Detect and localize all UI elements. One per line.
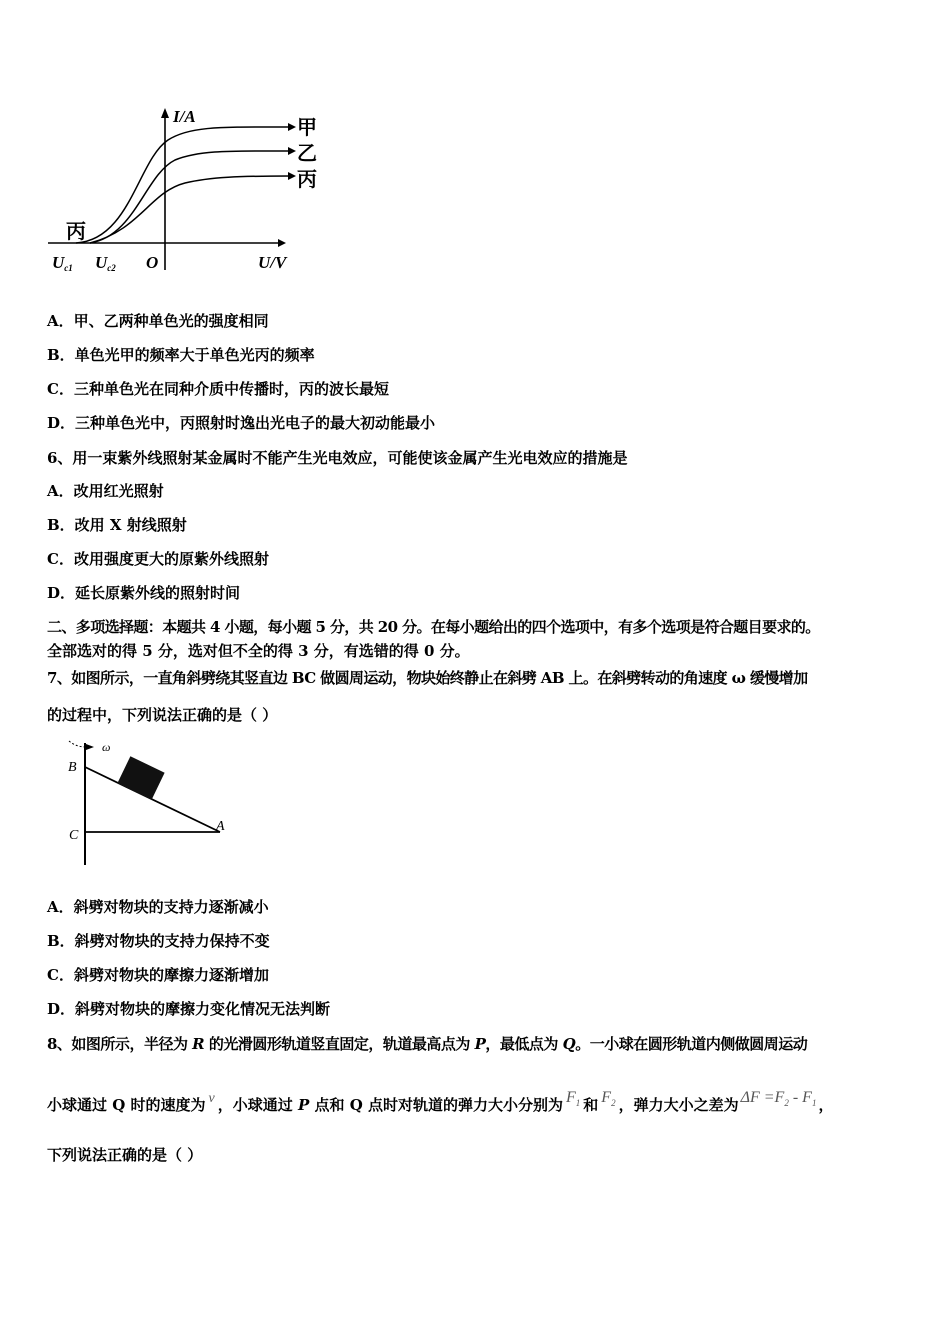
q8-stem-line2: 小球通过 Q 时的速度为 v ，小球通过 P 点和 Q 点时对轨道的弹力大小分别为 $F_1$ 和 $F_2$ ，弹力大小之差为 $\Delta F =F_2 - F_1$ ，	[47, 1089, 834, 1114]
f2-symbol: $F_2$	[601, 1089, 616, 1109]
curve-label-jia: 甲	[297, 115, 317, 139]
photoelectric-iu-graph	[40, 100, 320, 280]
q5-option-b: B．单色光甲的频率大于单色光丙的频率	[47, 346, 315, 364]
section2-line2: 全部选对的得 5 分，选对但不全的得 3 分，有选错的得 0 分。	[47, 642, 470, 660]
omega-arc	[69, 741, 86, 747]
q6-stem: 6、用一束紫外线照射某金属时不能产生光电效应，可能使该金属产生光电效应的措施是	[47, 449, 628, 467]
omega-arrow	[86, 744, 94, 750]
delta-f-formula: $\Delta F =F_2 - F_1$	[740, 1089, 817, 1109]
uc1-label: Uc1	[52, 253, 73, 273]
curve-bing-arrow	[288, 172, 296, 180]
omega-label: ω	[102, 740, 111, 754]
q7-stem-line2: 的过程中，下列说法正确的是（ ）	[47, 706, 278, 724]
curve-bing	[90, 176, 290, 243]
curve-jia	[76, 127, 290, 243]
q6-option-b: B．改用 X 射线照射	[47, 516, 187, 534]
q7-option-a: A．斜劈对物块的支持力逐渐减小	[47, 898, 269, 916]
uc2-label: Uc2	[95, 253, 116, 273]
y-axis-arrow	[161, 108, 169, 118]
q7-option-b: B．斜劈对物块的支持力保持不变	[47, 932, 270, 950]
q7-option-c: C．斜劈对物块的摩擦力逐渐增加	[47, 966, 269, 984]
wedge-figure	[60, 735, 240, 870]
q8-stem-line1: 8、如图所示，半径为 R 的光滑圆形轨道竖直固定，轨道最高点为 P，最低点为 Q。一小球在圆形轨道内侧做圆周运动	[47, 1035, 808, 1053]
vertex-a-label: A	[216, 819, 225, 834]
q7-stem-line1: 7、如图所示，一直角斜劈绕其竖直边 BC 做圆周运动，物块始终静止在斜劈 AB 上。在斜劈转动的角速度 ω 缓慢增加	[47, 669, 808, 687]
section2-line1: 二、多项选择题：本题共 4 小题，每小题 5 分，共 20 分。在每小题给出的四个选项中，有多个选项是符合题目要求的。	[47, 618, 820, 636]
vertex-b-label: B	[68, 760, 77, 775]
block	[117, 756, 164, 800]
q5-option-c: C．三种单色光在同种介质中传播时，丙的波长最短	[47, 380, 389, 398]
curve-jia-arrow	[288, 123, 296, 131]
left-curve-label: 丙	[66, 219, 86, 243]
curve-label-yi: 乙	[297, 141, 317, 165]
f1-symbol: $F_1$	[566, 1089, 581, 1109]
curve-label-bing: 丙	[297, 167, 317, 191]
x-axis-arrow	[278, 239, 286, 247]
y-axis-label: I/A	[173, 107, 196, 126]
q6-option-a: A．改用红光照射	[47, 482, 164, 500]
q5-option-d: D．三种单色光中，丙照射时逸出光电子的最大初动能最小	[47, 414, 436, 432]
velocity-symbol: v	[208, 1091, 215, 1106]
q6-option-d: D．延长原紫外线的照射时间	[47, 584, 241, 602]
q7-option-d: D．斜劈对物块的摩擦力变化情况无法判断	[47, 1000, 331, 1018]
q6-option-c: C．改用强度更大的原紫外线照射	[47, 550, 269, 568]
q5-option-a: A．甲、乙两种单色光的强度相同	[47, 312, 269, 330]
origin-label: O	[146, 253, 159, 272]
q8-stem-line3: 下列说法正确的是（ ）	[47, 1146, 203, 1164]
x-axis-label: U/V	[258, 253, 287, 272]
vertex-c-label: C	[69, 828, 79, 843]
curve-yi-arrow	[288, 147, 296, 155]
